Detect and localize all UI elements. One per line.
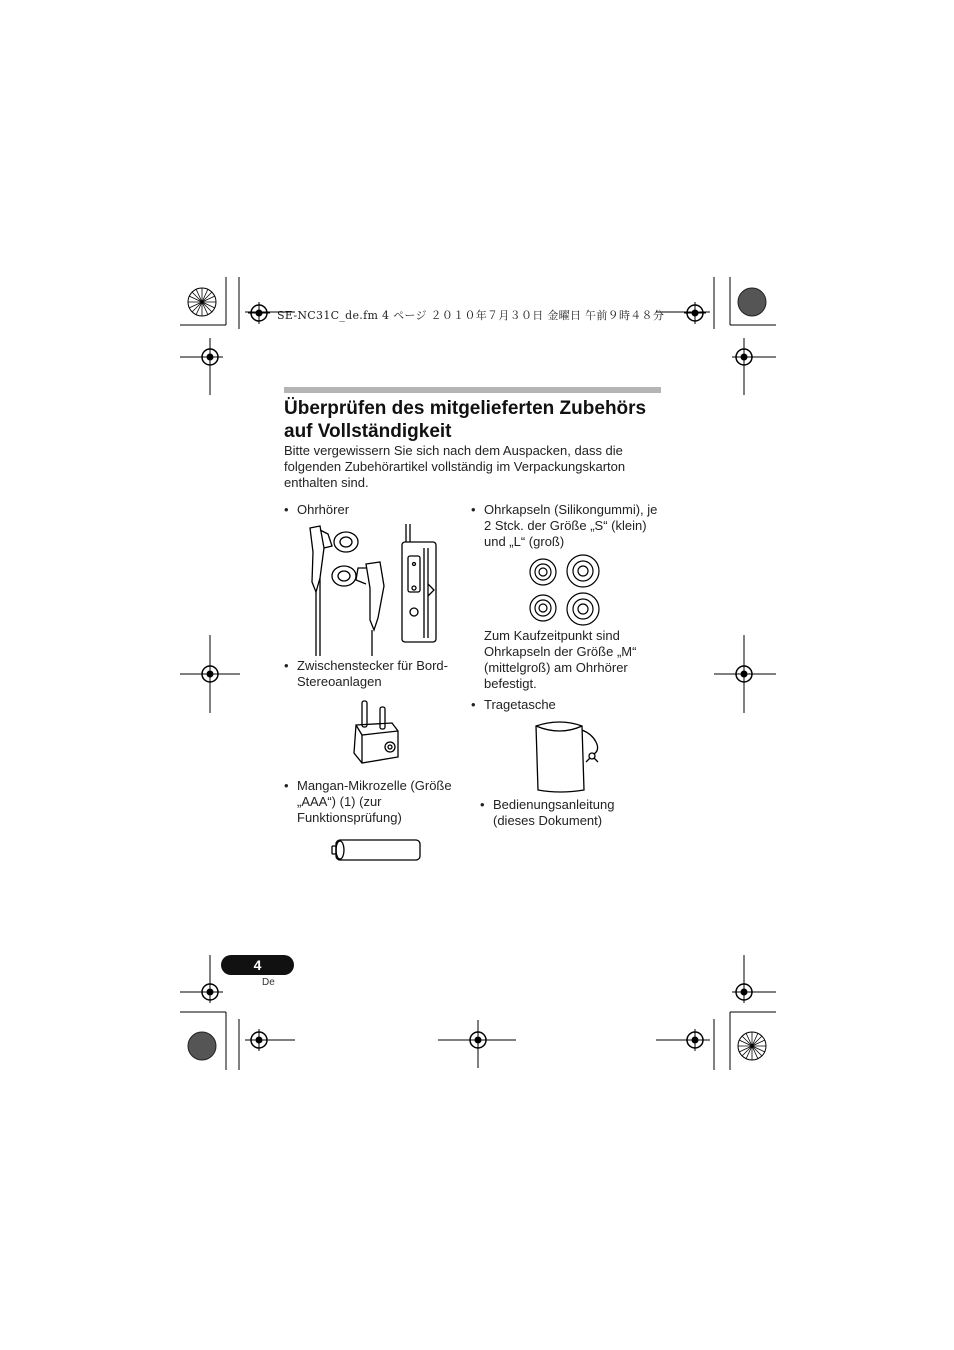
file-info-header: SE-NC31C_de.fm 4 ページ ２０１０年７月３０日 金曜日 午前９時４８分	[277, 309, 665, 322]
bullet: •	[284, 502, 289, 517]
list-item-adapter	[284, 658, 464, 690]
list-item-earpieces	[471, 502, 671, 550]
earpiece-illustration	[526, 553, 606, 627]
registration-mark	[199, 346, 221, 368]
registration-mark	[733, 663, 755, 685]
intro-paragraph: Bitte vergewissern Sie sich nach dem Auspacken, dass die folgenden Zubehörartikel vollständig im Verpackungskarton enthalten sind.	[284, 443, 626, 490]
item-label: Ohrkapseln (Silikongummi), je 2 Stck. der Größe „S“ (klein) und „L“ (groß)	[484, 502, 658, 549]
page-number: 4	[221, 955, 294, 975]
language-code: De	[262, 977, 275, 988]
registration-mark	[248, 1029, 270, 1051]
bullet: •	[284, 778, 289, 793]
bullet: •	[284, 658, 289, 673]
registration-mark	[684, 1029, 706, 1051]
pouch-illustration	[526, 716, 606, 796]
registration-mark	[199, 663, 221, 685]
section-title: Überprüfen des mitgelieferten Zubehörs auf Vollständigkeit	[284, 398, 647, 442]
registration-mark	[248, 302, 270, 324]
section-rule	[284, 387, 661, 393]
starburst-mark	[736, 1030, 768, 1062]
item-label: Zwischenstecker für Bord-Stereoanlagen	[297, 658, 448, 689]
gray-dot-mark	[186, 1030, 218, 1062]
list-item-earphones	[284, 502, 464, 518]
earpieces-note: Zum Kaufzeitpunkt sind Ohrkapseln der Größe „M“ (mittelgroß) am Ohrhörer befestigt.	[484, 628, 637, 691]
registration-mark	[733, 981, 755, 1003]
registration-mark	[733, 346, 755, 368]
earphones-illustration	[300, 522, 450, 658]
list-item-manual	[480, 797, 670, 829]
list-item-battery	[284, 778, 474, 826]
battery-illustration	[330, 836, 426, 864]
bullet: •	[471, 502, 476, 517]
registration-mark	[467, 1029, 489, 1051]
plug-adapter-illustration	[348, 697, 408, 769]
gray-dot-mark	[736, 286, 768, 318]
item-label: Tragetasche	[484, 697, 556, 712]
bullet: •	[480, 797, 485, 812]
starburst-mark	[186, 286, 218, 318]
item-label: Bedienungsanleitung (dieses Dokument)	[493, 797, 615, 828]
list-item-pouch	[471, 697, 671, 713]
registration-mark	[684, 302, 706, 324]
item-label: Mangan-Mikrozelle (Größe „AAA“) (1) (zur Funktionsprüfung)	[297, 778, 452, 825]
item-label: Ohrhörer	[297, 502, 350, 517]
registration-mark	[199, 981, 221, 1003]
bullet: •	[471, 697, 476, 712]
